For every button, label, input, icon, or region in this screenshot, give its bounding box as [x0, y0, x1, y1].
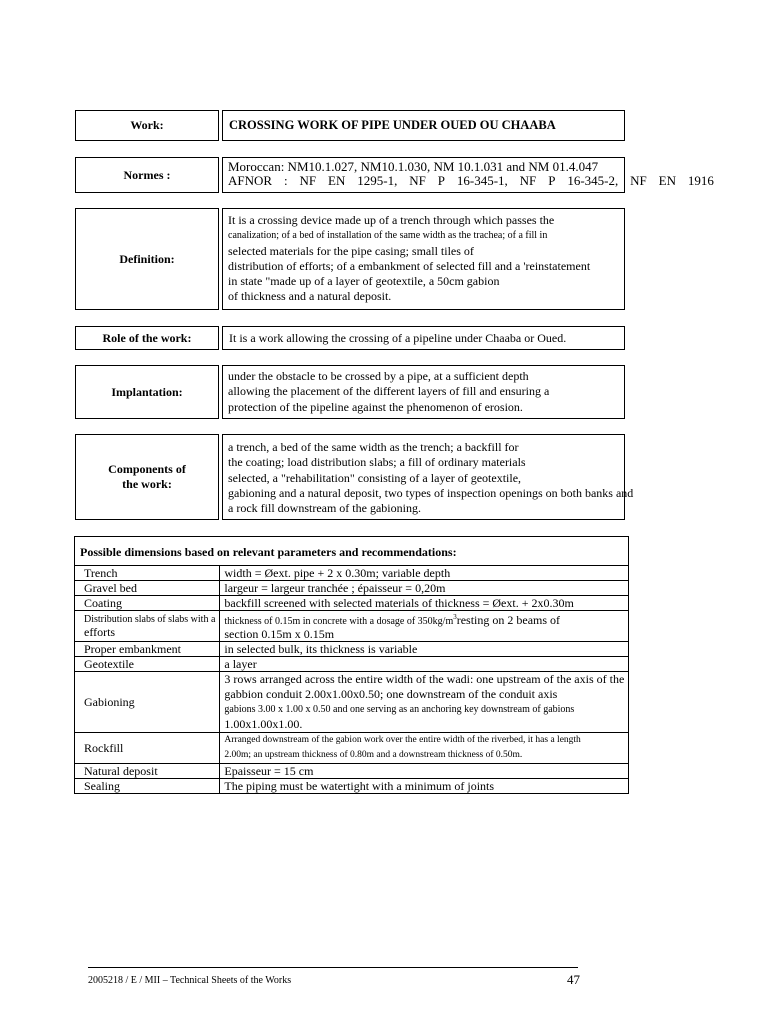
row-name: Geotextile: [75, 657, 220, 672]
row-value: backfill screened with selected materials of thickness = Øext. + 2x0.30m: [220, 596, 629, 611]
normes-word: EN: [658, 173, 676, 188]
definition-label-box: [75, 208, 219, 310]
normes-word: P: [437, 173, 445, 188]
normes-line-2: [228, 174, 714, 188]
row-name: Coating: [75, 596, 220, 611]
row-name: Sealing: [75, 779, 220, 794]
row-name-line-2: efforts: [84, 625, 116, 639]
row-value: width = Øext. pipe + 2 x 0.30m; variable depth: [220, 566, 629, 581]
text-line: distribution of efforts; of a embankment of selected fill and a 'reinstatement: [228, 258, 591, 273]
text-line: protection of the pipeline against the phenomenon of erosion.: [228, 399, 523, 414]
role-label-box: [75, 326, 219, 350]
row-value: [220, 611, 629, 642]
text-line: It is a crossing device made up of a trench through which passes the: [228, 213, 555, 227]
normes-word: 16-345-1,: [456, 173, 508, 188]
normes-word: P: [548, 173, 556, 188]
table-row: [75, 581, 629, 596]
rockfill-line-2: 2.00m; an upstream thickness of 0.80m and a downstream thickness of 0.50m.: [224, 750, 523, 760]
row-name: Gabioning: [75, 672, 220, 733]
role-text: It is a work allowing the crossing of a pipeline under Chaaba or Oued.: [229, 330, 567, 345]
table-row: [75, 672, 629, 733]
role-value-box: [222, 326, 625, 350]
normes-word: 1916: [687, 173, 714, 188]
normes-label-box: [75, 157, 219, 193]
role-label: Role of the work:: [102, 330, 192, 345]
text-line: a trench, a bed of the same width as the trench; a backfill for: [228, 440, 519, 454]
footer-reference: 2005218 / E / MII – Technical Sheets of the Works: [88, 975, 292, 986]
row-name: [75, 611, 220, 642]
normes-word: 16-345-2,: [567, 173, 619, 188]
text-line: selected materials for the pipe casing; small tiles of: [228, 243, 474, 258]
text-line: under the obstacle to be crossed by a pipe, at a sufficient depth: [228, 369, 529, 383]
row-value: a layer: [220, 657, 629, 672]
normes-word: NF: [409, 173, 426, 188]
row-value: [220, 733, 629, 764]
row-name: Gravel bed: [75, 581, 220, 596]
text-line: allowing the placement of the different layers of fill and ensuring a: [228, 384, 550, 399]
table-row: [75, 733, 629, 764]
table-row: [75, 779, 629, 794]
row-value-line-2: section 0.15m x 0.15m: [224, 627, 335, 641]
gabioning-line-3: gabions 3.00 x 1.00 x 0.50 and one serving as an anchoring key downstream of gabions: [224, 704, 575, 715]
normes-word: NF: [299, 173, 317, 188]
gabioning-line-1: 3 rows arranged across the entire width of the wadi: one upstream of the axis of the: [224, 672, 625, 686]
work-label-box: [75, 110, 219, 141]
table-row: [75, 566, 629, 581]
work-value-box: [222, 110, 625, 141]
footer-divider: [88, 967, 578, 968]
row-value: in selected bulk, its thickness is variable: [220, 642, 629, 657]
page-number: 47: [567, 972, 580, 987]
row-name: Trench: [75, 566, 220, 581]
implantation-label: Implantation:: [111, 384, 183, 399]
normes-line-1: Moroccan: NM10.1.027, NM10.1.030, NM 10.1.031 and NM 01.4.047: [228, 159, 599, 174]
normes-word: AFNOR: [228, 173, 273, 188]
row-value-part-1: thickness of 0.15m in concrete with a dosage of 350kg/m: [224, 616, 454, 627]
components-value-box: [222, 434, 634, 520]
normes-word: NF: [630, 173, 647, 188]
gabioning-line-2: gabbion conduit 2.00x1.00x0.50; one downstream of the conduit axis: [224, 687, 558, 701]
work-title: CROSSING WORK OF PIPE UNDER OUED OU CHAABA: [229, 118, 556, 132]
row-value: [220, 672, 629, 733]
text-line: gabioning and a natural deposit, two types of inspection openings on both banks and: [228, 485, 634, 500]
normes-label: Normes :: [123, 167, 171, 182]
implantation-value-box: [222, 365, 625, 419]
row-value-superscript: 3: [453, 613, 457, 621]
table-row: [75, 611, 629, 642]
normes-word: :: [283, 173, 288, 188]
normes-word: 1295-1,: [357, 173, 398, 188]
dimensions-heading: Possible dimensions based on relevant parameters and recommendations:: [75, 537, 629, 566]
normes-word: EN: [328, 173, 346, 188]
text-line: the coating; load distribution slabs; a fill of ordinary materials: [228, 455, 526, 470]
text-line: of thickness and a natural deposit.: [228, 289, 392, 304]
implantation-label-box: [75, 365, 219, 419]
row-name: Rockfill: [75, 733, 220, 764]
text-line: in state "made up of a layer of geotextile, a 50cm gabion: [228, 274, 500, 289]
table-row: [75, 657, 629, 672]
work-label: Work:: [130, 118, 164, 132]
table-row: [75, 764, 629, 779]
row-value: The piping must be watertight with a minimum of joints: [220, 779, 629, 794]
components-label-box: [75, 434, 219, 520]
text-line: selected, a "rehabilitation" consisting of a layer of geotextile,: [228, 470, 522, 485]
components-label-2: the work:: [122, 477, 172, 491]
normes-value-box: [222, 157, 714, 193]
dimensions-table: [74, 536, 629, 794]
definition-value-box: [222, 208, 625, 310]
rockfill-line-1: Arranged downstream of the gabion work over the entire width of the riverbed, it has a length: [224, 735, 581, 745]
row-name: Proper embankment: [75, 642, 220, 657]
row-value-part-2: resting on 2 beams of: [456, 613, 561, 627]
table-row: [75, 596, 629, 611]
row-value: Epaisseur = 15 cm: [220, 764, 629, 779]
normes-word: NF: [519, 173, 537, 188]
text-line: canalization; of a bed of installation of the same width as the trachea; of a fill in: [228, 230, 548, 242]
gabioning-line-4: 1.00x1.00x1.00.: [224, 717, 303, 731]
text-line: a rock fill downstream of the gabioning.: [228, 501, 421, 516]
row-value: largeur = largeur tranchée ; épaisseur = 0,20m: [220, 581, 629, 596]
table-row: [75, 642, 629, 657]
components-label-1: Components of: [108, 462, 186, 476]
row-name: Natural deposit: [75, 764, 220, 779]
row-name-line-1: Distribution slabs of slabs with a: [84, 614, 216, 625]
definition-label: Definition:: [119, 251, 175, 266]
